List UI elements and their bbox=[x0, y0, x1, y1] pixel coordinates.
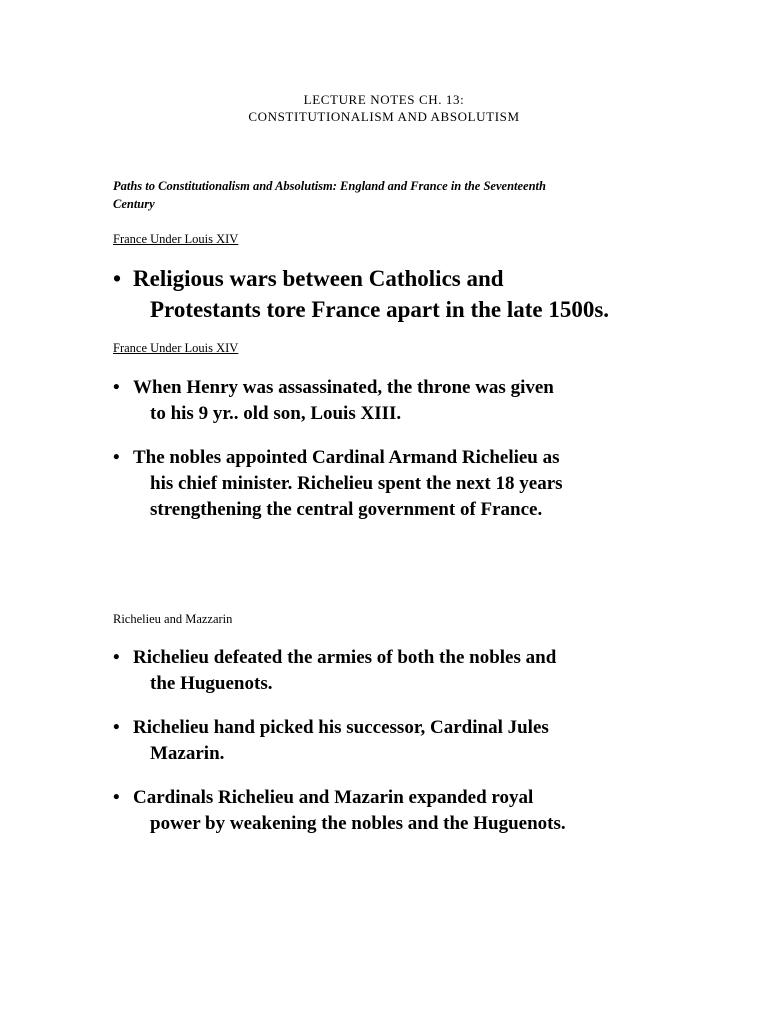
bullet-line: power by weakening the nobles and the Huguenots. bbox=[150, 813, 566, 834]
bullet-line: Protestants tore France apart in the late 1500s. bbox=[150, 297, 610, 322]
bullet-line: to his 9 yr.. old son, Louis XIII. bbox=[150, 403, 402, 424]
bullet-glyph: • bbox=[113, 377, 120, 398]
bullet-glyph: • bbox=[113, 266, 122, 291]
bullet-religious-wars bbox=[113, 263, 673, 325]
bullet-line: his chief minister. Richelieu spent the next 18 years bbox=[150, 473, 563, 494]
bullet-glyph: • bbox=[113, 787, 120, 808]
bullet-richelieu-defeated bbox=[113, 645, 673, 697]
section-heading-line-1: Paths to Constitutionalism and Absolutism: England and France in the Seventeenth bbox=[113, 179, 546, 193]
bullet-line: the Huguenots. bbox=[150, 673, 273, 694]
page-title-line-2: CONSTITUTIONALISM AND ABSOLUTISM bbox=[248, 109, 520, 124]
bullet-line: Religious wars between Catholics and bbox=[133, 266, 504, 291]
subheading-richelieu-and-mazzarin: Richelieu and Mazzarin bbox=[113, 612, 233, 626]
bullet-cardinals-expanded-power bbox=[113, 785, 673, 837]
bullet-glyph: • bbox=[113, 447, 120, 468]
section-heading bbox=[113, 177, 653, 213]
bullet-line: Richelieu defeated the armies of both the nobles and bbox=[133, 647, 557, 668]
subheading-france-under-louis-2: France Under Louis XIV bbox=[113, 341, 239, 355]
page-title-line-1: LECTURE NOTES CH. 13: bbox=[303, 92, 465, 107]
subheading-france-under-louis-1: France Under Louis XIV bbox=[113, 232, 239, 246]
bullet-glyph: • bbox=[113, 717, 120, 738]
bullet-line: Mazarin. bbox=[150, 743, 225, 764]
bullet-henry-assassinated bbox=[113, 375, 673, 427]
bullet-nobles-appointed-richelieu bbox=[113, 445, 673, 523]
bullet-richelieu-successor bbox=[113, 715, 673, 767]
bullet-line: Cardinals Richelieu and Mazarin expanded royal bbox=[133, 787, 534, 808]
bullet-glyph: • bbox=[113, 647, 120, 668]
bullet-line: The nobles appointed Cardinal Armand Richelieu as bbox=[133, 447, 560, 468]
bullet-line: strengthening the central government of France. bbox=[150, 499, 543, 520]
bullet-line: Richelieu hand picked his successor, Cardinal Jules bbox=[133, 717, 549, 738]
bullet-line: When Henry was assassinated, the throne was given bbox=[133, 377, 554, 398]
section-heading-line-2: Century bbox=[113, 197, 155, 211]
